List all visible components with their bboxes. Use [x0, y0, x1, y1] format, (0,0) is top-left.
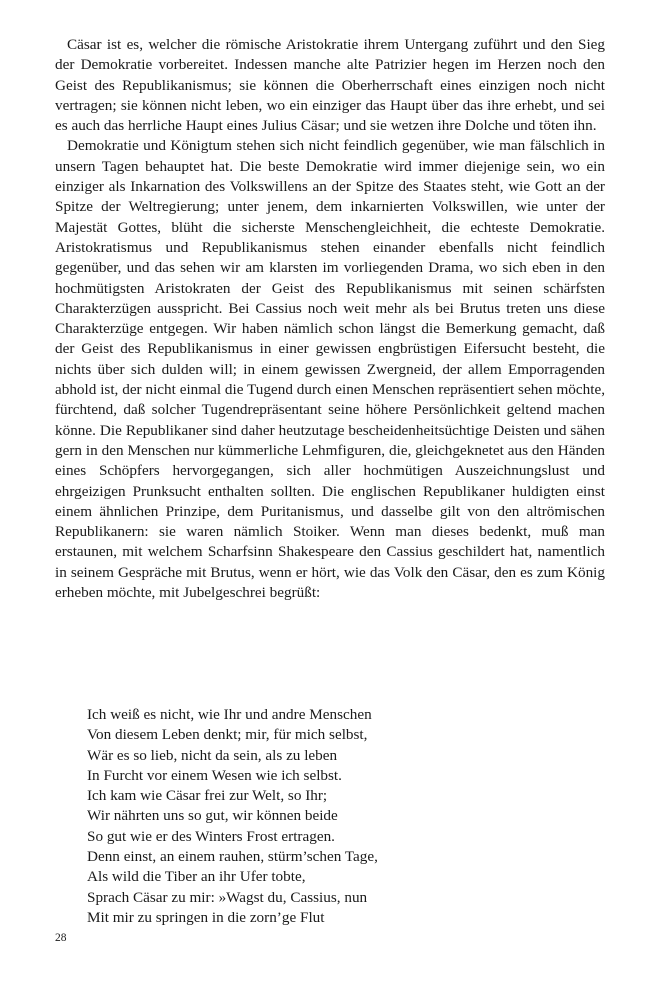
page-number: 28	[55, 932, 67, 944]
body-text	[55, 35, 605, 603]
verse-line: Wär es so lieb, nicht da sein, als zu leben	[87, 746, 338, 764]
verse-line: Ich weiß es nicht, wie Ihr und andre Menschen	[87, 706, 372, 723]
verse-line: Mit mir zu springen in die zorn’ge Flut	[87, 908, 325, 926]
verse-line: So gut wie er des Winters Frost ertragen.	[87, 827, 335, 845]
verse-line: In Furcht vor einem Wesen wie ich selbst.	[87, 766, 342, 784]
paragraph-democracy: Demokratie und Königtum stehen sich nicht feindlich gegenüber, wie man fälschlich in unsern Tagen behauptet hat. Die beste Demokratie wird immer diejenige sein, wo ein einziger als Inkarnation des Volkswillens an der Spitze des Staates steht, wie Gott an der Spitze der Weltregierung; unter jenem, dem inkarnierten Volkswillen, wie unter der Majestät Gottes, blüht die sicherste Menschengleichheit, die echteste Demokratie. Aristokratismus und Republikanismus stehen einander ebenfalls nicht feindlich gegenüber, und das sehen wir am klarsten im vorliegenden Drama, wo sich eben in den hochmütigsten Aristokraten der Geist des Republikanismus mit seinen schärfsten Charakterzügen ausspricht. Bei Cassius noch weit mehr als bei Brutus treten uns diese Charakterzüge entgegen. Wir haben nämlich schon längst die Bemerkung gemacht, daß der Geist des Republikanismus in einer gewissen engbrüstigen Eifersucht besteht, die nichts über sich dulden will; in einem gewissen Zwergneid, der allem Emporragenden abhold ist, der nicht einmal die Tugend durch einen Menschen repräsentiert sehen möchte, fürchtend, daß solcher Tugendrepräsentant seine höhere Persönlichkeit geltend machen könne. Die Republikaner sind daher heutzutage bescheidenheitsüchtige Deisten und sähen gern in den Menschen nur kümmerliche Lehmfiguren, die, gleichgeknetet aus den Händen eines Schöpfers hervorgegangen, sich aller hochmütigen Auszeichnungslust und ehrgeizigen Prunksucht enthalten sollten. Die englischen Republikaner huldigten einst einem ähnlichen Prinzipe, dem Puritanismus, und dasselbe gilt von den altrömischen Republikanern: sie waren nämlich Stoiker. Wenn man dieses bedenkt, muß man erstaunen, mit welchem Scharfsinn Shakespeare den Cassius geschildert hat, namentlich in seinem Gespräche mit Brutus, wenn er hört, wie das Volk den Cäsar, den es zum König erheben möchte, mit Jubelgeschrei begrüßt:	[55, 137, 605, 602]
verse-line: Denn einst, an einem rauhen, stürm’schen Tage,	[87, 848, 378, 866]
verse-line: Wir nährten uns so gut, wir können beide	[87, 807, 338, 825]
paragraph-caesar: Cäsar ist es, welcher die römische Aristokratie ihrem Untergang zuführt und den Sieg der Demokratie vorbereitet. Indessen manche alte Patrizier hegen im Herzen noch den Geist des Republikanismus; sie können die Oberherrschaft eines einzigen noch nicht vertragen; sie können nicht leben, wo ein einziger das Haupt über das ihre erhebt, und sei es auch das herrliche Haupt eines Julius Cäsar; und sie wetzen ihre Dolche und töten ihn.	[55, 36, 605, 135]
verse-line: Von diesem Leben denkt; mir, für mich selbst,	[87, 726, 368, 744]
verse-quotation	[87, 705, 378, 928]
verse-line: Als wild die Tiber an ihr Ufer tobte,	[87, 868, 306, 886]
verse-line: Sprach Cäsar zu mir: »Wagst du, Cassius, nun	[87, 888, 368, 906]
verse-line: Ich kam wie Cäsar frei zur Welt, so Ihr;	[87, 787, 328, 805]
